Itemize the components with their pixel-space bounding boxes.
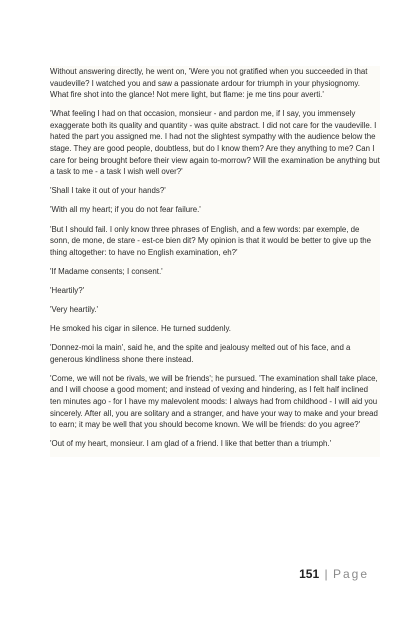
paragraph: 'Heartily?' (50, 285, 85, 295)
paragraph: 'Shall I take it out of your hands?' (50, 186, 166, 196)
page-footer (50, 564, 371, 584)
paragraph: Without answering directly, he went on, 'Were you not gratified when you succeeded in that vaudeville? I watched you and saw a passionate ardour for triumph in your physiognomy. What fire shot into the glance! Not mere light, but flame: je me tins pour averti.' (50, 67, 368, 100)
paragraph: 'Donnez-moi la main', said he, and the spite and jealousy melted out of his face, and a generous kindliness shone there instead. (50, 343, 351, 364)
page-number: 151 (299, 567, 320, 581)
paragraph: 'What feeling I had on that occasion, monsieur - and pardon me, if I say, you immensely exaggerate both its quality and quantity - was quite abstract. I did not care for the vaudeville. I hated the part you assigned me. I had not the slightest sympathy with the audience below the stage. They are good people, doubtless, but do I know them? Are they anything to me? Can I care for being brought before their view again to-morrow? Will the examination be anything but a task to me - a task I wish well over?' (50, 109, 380, 177)
page-number-label (299, 567, 369, 581)
body-text (50, 66, 380, 457)
paragraph: He smoked his cigar in silence. He turned suddenly. (50, 324, 231, 334)
paragraph: 'Out of my heart, monsieur. I am glad of a friend. I like that better than a triumph.' (50, 439, 332, 449)
paragraph: 'Very heartily.' (50, 305, 99, 314)
page-separator: | (324, 567, 328, 581)
paragraph: 'With all my heart; if you do not fear failure.' (50, 205, 201, 215)
paragraph: 'But I should fail. I only know three phrases of English, and a few words: par exemple, de sonn, de mone, de stare - est-ce bien dit? My opinion is that it would be better to give up the thing altogether: to have no English examination, eh?' (50, 224, 372, 257)
page-word: Page (332, 567, 369, 581)
paragraph: 'Come, we will not be rivals, we will be friends'; he pursued. 'The examination shall take place, and I will choose a good moment; and instead of vexing and hindering, as I felt half inclined ten minutes ago - for I have my malevolent moods: I always had from childhood - I will aid you sincerely. After all, you are solitary and a stranger, and have your way to make and your bread to earn; it may be well that you should become known. We will be friends: do you agree?' (50, 373, 378, 430)
paragraph: 'If Madame consents; I consent.' (50, 266, 163, 276)
